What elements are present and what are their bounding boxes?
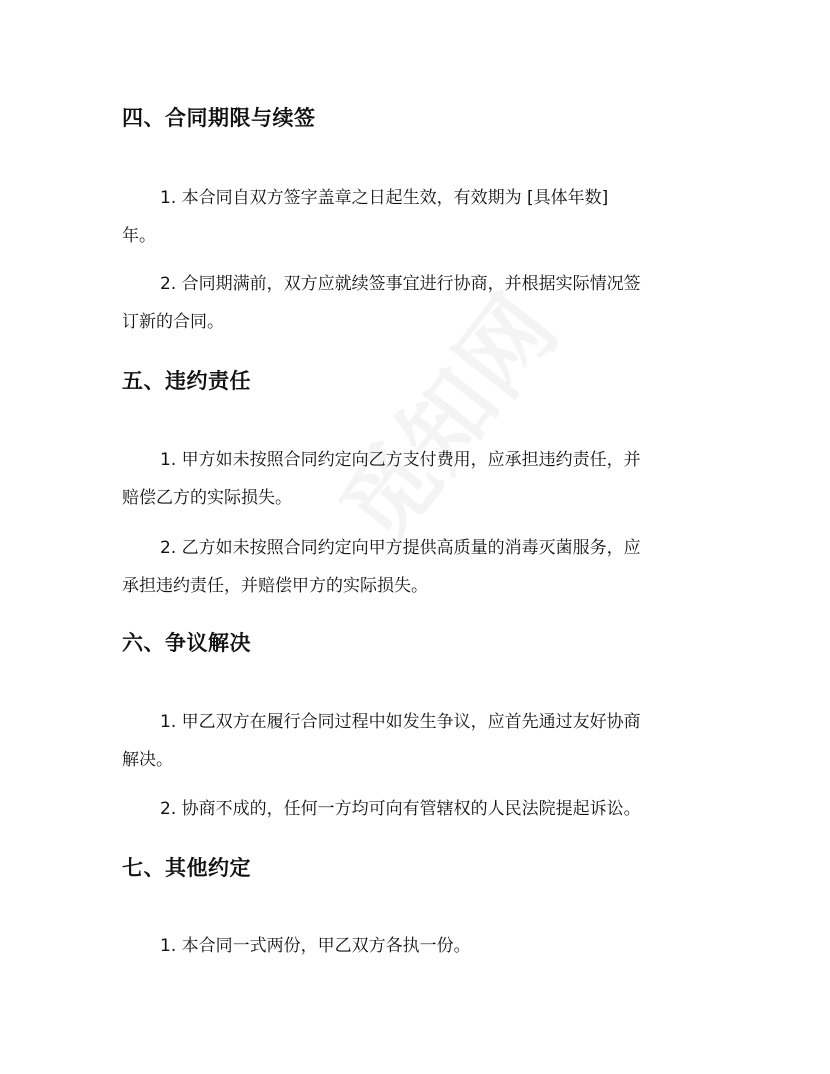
section-heading-dispute: 六、争议解决 (122, 631, 251, 655)
clause-line: 年。 (122, 226, 156, 246)
clause-line: 解决。 (122, 750, 173, 770)
clause-line: 订新的合同。 (122, 312, 224, 332)
clause-line: 1. 本合同自双方签字盖章之日起生效，有效期为 [具体年数] (160, 188, 609, 208)
clause-line: 2. 协商不成的，任何一方均可向有管辖权的人民法院提起诉讼。 (160, 799, 641, 819)
section-heading-term-renewal: 四、合同期限与续签 (122, 106, 316, 130)
clause-paragraph (122, 265, 706, 341)
clause-paragraph (122, 529, 706, 605)
clause-line: 2. 合同期满前，双方应就续签事宜进行协商，并根据实际情况签 (160, 274, 641, 294)
section-heading-liability: 五、违约责任 (122, 369, 251, 393)
clause-paragraph (122, 790, 706, 828)
clause-paragraph (122, 441, 706, 517)
clause-line: 2. 乙方如未按照合同约定向甲方提供高质量的消毒灭菌服务，应 (160, 538, 641, 558)
clause-paragraph (122, 703, 706, 779)
clause-paragraph (122, 927, 706, 965)
clause-line: 1. 甲方如未按照合同约定向乙方支付费用，应承担违约责任，并 (160, 450, 641, 470)
clause-paragraph (122, 179, 706, 255)
clause-line: 1. 甲乙双方在履行合同过程中如发生争议，应首先通过友好协商 (160, 712, 641, 732)
clause-line: 承担违约责任，并赔偿甲方的实际损失。 (122, 576, 428, 596)
clause-line: 1. 本合同一式两份，甲乙双方各执一份。 (160, 936, 471, 956)
section-heading-other: 七、其他约定 (122, 856, 251, 880)
clause-line: 赔偿乙方的实际损失。 (122, 488, 292, 508)
